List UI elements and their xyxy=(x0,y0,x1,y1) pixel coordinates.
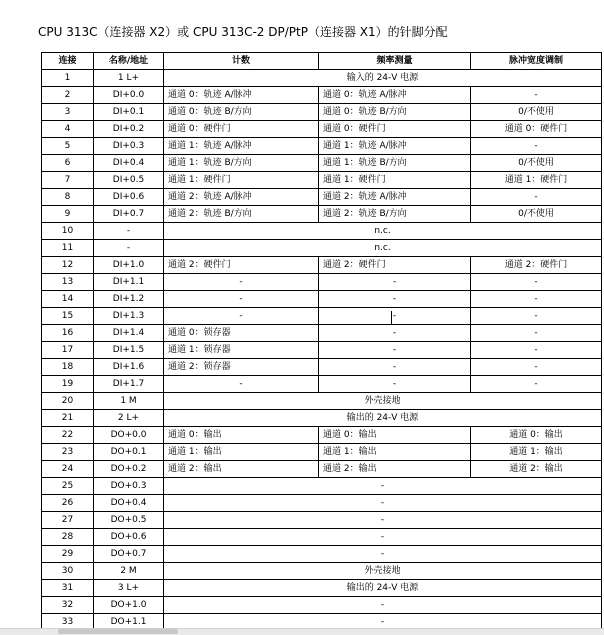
name-address-cell: DI+1.2 xyxy=(94,291,164,308)
pin-assignment-table xyxy=(41,52,602,631)
pin-cell: 13 xyxy=(42,274,94,291)
name-address-cell: 2 M xyxy=(94,563,164,580)
frequency-cell: 通道 2：输出 xyxy=(319,461,471,478)
pwm-cell: 通道 2：输出 xyxy=(471,461,602,478)
pin-cell: 15 xyxy=(42,308,94,325)
document-title: CPU 313C（连接器 X2）或 CPU 313C-2 DP/PtP（连接器 X1）的针脚分配 xyxy=(38,25,448,39)
table-row xyxy=(42,359,602,376)
pin-cell: 33 xyxy=(42,614,94,631)
merged-function-cell: n.c. xyxy=(164,223,602,240)
name-address-cell: DO+0.6 xyxy=(94,529,164,546)
name-address-cell: DI+0.7 xyxy=(94,206,164,223)
table-row xyxy=(42,257,602,274)
pin-cell: 25 xyxy=(42,478,94,495)
pwm-cell: - xyxy=(471,291,602,308)
name-address-cell: DO+0.5 xyxy=(94,512,164,529)
pwm-cell: 0/不使用 xyxy=(471,206,602,223)
table-row xyxy=(42,223,602,240)
counting-cell: 通道 0：轨迹 B/方向 xyxy=(164,104,319,121)
merged-function-cell: - xyxy=(164,512,602,529)
pwm-cell: - xyxy=(471,189,602,206)
frequency-cell: 通道 0：轨迹 A/脉冲 xyxy=(319,87,471,104)
table-row xyxy=(42,410,602,427)
counting-cell: 通道 0：硬件门 xyxy=(164,121,319,138)
pin-cell: 19 xyxy=(42,376,94,393)
header-counting: 计数 xyxy=(164,53,319,70)
pin-cell: 12 xyxy=(42,257,94,274)
table-row xyxy=(42,155,602,172)
pwm-cell: 通道 2：硬件门 xyxy=(471,257,602,274)
counting-cell: - xyxy=(164,274,319,291)
pwm-cell: - xyxy=(471,376,602,393)
header-pwm: 脉冲宽度调制 xyxy=(471,53,602,70)
name-address-cell: DI+1.0 xyxy=(94,257,164,274)
pin-cell: 10 xyxy=(42,223,94,240)
frequency-cell: - xyxy=(319,376,471,393)
frequency-cell: 通道 1：硬件门 xyxy=(319,172,471,189)
pin-cell: 17 xyxy=(42,342,94,359)
header-row xyxy=(42,53,602,70)
frequency-cell: - xyxy=(319,308,471,325)
pin-cell: 2 xyxy=(42,87,94,104)
header-name-address: 名称/地址 xyxy=(94,53,164,70)
merged-function-cell: - xyxy=(164,546,602,563)
counting-cell: 通道 0：轨迹 A/脉冲 xyxy=(164,87,319,104)
name-address-cell: - xyxy=(94,223,164,240)
pin-cell: 27 xyxy=(42,512,94,529)
counting-cell: 通道 1：硬件门 xyxy=(164,172,319,189)
frequency-cell: 通道 2：轨迹 B/方向 xyxy=(319,206,471,223)
frequency-cell: - xyxy=(319,291,471,308)
pin-cell: 22 xyxy=(42,427,94,444)
pin-cell: 21 xyxy=(42,410,94,427)
table-row xyxy=(42,478,602,495)
name-address-cell: DI+0.6 xyxy=(94,189,164,206)
table-row xyxy=(42,580,602,597)
pwm-cell: 通道 1：输出 xyxy=(471,444,602,461)
pin-cell: 28 xyxy=(42,529,94,546)
name-address-cell: DI+0.1 xyxy=(94,104,164,121)
name-address-cell: DI+1.3 xyxy=(94,308,164,325)
name-address-cell: DI+1.7 xyxy=(94,376,164,393)
name-address-cell: DI+1.5 xyxy=(94,342,164,359)
table-row xyxy=(42,104,602,121)
header-frequency: 频率测量 xyxy=(319,53,471,70)
merged-function-cell: 外壳接地 xyxy=(164,393,602,410)
name-address-cell: DI+0.3 xyxy=(94,138,164,155)
table-row xyxy=(42,206,602,223)
table-row xyxy=(42,240,602,257)
frequency-cell: - xyxy=(319,325,471,342)
pin-cell: 26 xyxy=(42,495,94,512)
table-row xyxy=(42,376,602,393)
merged-function-cell: - xyxy=(164,529,602,546)
table-row xyxy=(42,529,602,546)
frequency-cell: 通道 2：轨迹 A/脉冲 xyxy=(319,189,471,206)
pin-cell: 8 xyxy=(42,189,94,206)
name-address-cell: DO+0.3 xyxy=(94,478,164,495)
pwm-cell: - xyxy=(471,138,602,155)
pin-cell: 20 xyxy=(42,393,94,410)
name-address-cell: 3 L+ xyxy=(94,580,164,597)
frequency-cell: - xyxy=(319,274,471,291)
pwm-cell: - xyxy=(471,87,602,104)
counting-cell: - xyxy=(164,291,319,308)
table-row xyxy=(42,291,602,308)
header-pin: 连接 xyxy=(42,53,94,70)
frequency-cell: 通道 0：硬件门 xyxy=(319,121,471,138)
name-address-cell: DI+0.2 xyxy=(94,121,164,138)
name-address-cell: DO+0.2 xyxy=(94,461,164,478)
pin-cell: 1 xyxy=(42,70,94,87)
pin-cell: 5 xyxy=(42,138,94,155)
merged-function-cell: 输入的 24-V 电源 xyxy=(164,70,602,87)
merged-function-cell: 输出的 24-V 电源 xyxy=(164,410,602,427)
name-address-cell: 1 M xyxy=(94,393,164,410)
table-row xyxy=(42,444,602,461)
counting-cell: 通道 1：锁存器 xyxy=(164,342,319,359)
merged-function-cell: - xyxy=(164,495,602,512)
counting-cell: 通道 1：输出 xyxy=(164,444,319,461)
counting-cell: - xyxy=(164,308,319,325)
pin-cell: 7 xyxy=(42,172,94,189)
pin-cell: 23 xyxy=(42,444,94,461)
name-address-cell: DI+0.4 xyxy=(94,155,164,172)
table-row xyxy=(42,308,602,325)
table-row xyxy=(42,563,602,580)
name-address-cell: DO+1.0 xyxy=(94,597,164,614)
table-row xyxy=(42,121,602,138)
counting-cell: 通道 1：轨迹 B/方向 xyxy=(164,155,319,172)
pin-cell: 6 xyxy=(42,155,94,172)
pin-cell: 14 xyxy=(42,291,94,308)
counting-cell: 通道 2：输出 xyxy=(164,461,319,478)
merged-function-cell: n.c. xyxy=(164,240,602,257)
counting-cell: 通道 0：输出 xyxy=(164,427,319,444)
name-address-cell: DO+1.1 xyxy=(94,614,164,631)
frequency-cell: - xyxy=(319,359,471,376)
pin-cell: 3 xyxy=(42,104,94,121)
pin-cell: 31 xyxy=(42,580,94,597)
pin-cell: 18 xyxy=(42,359,94,376)
table-row xyxy=(42,70,602,87)
counting-cell: 通道 2：锁存器 xyxy=(164,359,319,376)
scrollbar-thumb[interactable] xyxy=(58,629,178,634)
table-row xyxy=(42,393,602,410)
pwm-cell: 0/不使用 xyxy=(471,155,602,172)
counting-cell: 通道 1：轨迹 A/脉冲 xyxy=(164,138,319,155)
name-address-cell: DO+0.7 xyxy=(94,546,164,563)
table-row xyxy=(42,342,602,359)
counting-cell: 通道 2：轨迹 B/方向 xyxy=(164,206,319,223)
table-row xyxy=(42,546,602,563)
name-address-cell: DO+0.0 xyxy=(94,427,164,444)
pin-cell: 16 xyxy=(42,325,94,342)
pwm-cell: - xyxy=(471,308,602,325)
merged-function-cell: 外壳接地 xyxy=(164,563,602,580)
frequency-cell: 通道 1：输出 xyxy=(319,444,471,461)
merged-function-cell: - xyxy=(164,478,602,495)
merged-function-cell: - xyxy=(164,597,602,614)
name-address-cell: DI+0.5 xyxy=(94,172,164,189)
counting-cell: 通道 0：锁存器 xyxy=(164,325,319,342)
table-row xyxy=(42,427,602,444)
name-address-cell: DI+1.1 xyxy=(94,274,164,291)
pwm-cell: 通道 0：输出 xyxy=(471,427,602,444)
counting-cell: 通道 2：硬件门 xyxy=(164,257,319,274)
counting-cell: 通道 2：轨迹 A/脉冲 xyxy=(164,189,319,206)
frequency-cell: 通道 0：输出 xyxy=(319,427,471,444)
table-row xyxy=(42,274,602,291)
table-row xyxy=(42,597,602,614)
table-row xyxy=(42,172,602,189)
pwm-cell: - xyxy=(471,359,602,376)
table-row xyxy=(42,325,602,342)
pin-cell: 29 xyxy=(42,546,94,563)
name-address-cell: DO+0.1 xyxy=(94,444,164,461)
pin-cell: 11 xyxy=(42,240,94,257)
counting-cell: - xyxy=(164,376,319,393)
name-address-cell: DI+1.4 xyxy=(94,325,164,342)
merged-function-cell: - xyxy=(164,614,602,631)
pwm-cell: 通道 0：硬件门 xyxy=(471,121,602,138)
pin-cell: 4 xyxy=(42,121,94,138)
table-row xyxy=(42,495,602,512)
pwm-cell: - xyxy=(471,342,602,359)
pin-cell: 32 xyxy=(42,597,94,614)
frequency-cell: 通道 1：轨迹 A/脉冲 xyxy=(319,138,471,155)
pwm-cell: - xyxy=(471,274,602,291)
text-cursor xyxy=(391,311,392,324)
name-address-cell: 1 L+ xyxy=(94,70,164,87)
frequency-cell: - xyxy=(319,342,471,359)
name-address-cell: DI+1.6 xyxy=(94,359,164,376)
pin-cell: 24 xyxy=(42,461,94,478)
pwm-cell: - xyxy=(471,325,602,342)
pwm-cell: 通道 1：硬件门 xyxy=(471,172,602,189)
table-row xyxy=(42,461,602,478)
table-body xyxy=(42,70,602,631)
pin-cell: 9 xyxy=(42,206,94,223)
name-address-cell: 2 L+ xyxy=(94,410,164,427)
name-address-cell: DI+0.0 xyxy=(94,87,164,104)
frequency-cell: 通道 1：轨迹 B/方向 xyxy=(319,155,471,172)
name-address-cell: DO+0.4 xyxy=(94,495,164,512)
frequency-cell: 通道 2：硬件门 xyxy=(319,257,471,274)
pin-cell: 30 xyxy=(42,563,94,580)
frequency-cell: 通道 0：轨迹 B/方向 xyxy=(319,104,471,121)
table-row xyxy=(42,87,602,104)
table-row xyxy=(42,138,602,155)
table-row xyxy=(42,512,602,529)
pwm-cell: 0/不使用 xyxy=(471,104,602,121)
merged-function-cell: 输出的 24-V 电源 xyxy=(164,580,602,597)
name-address-cell: - xyxy=(94,240,164,257)
table-row xyxy=(42,189,602,206)
